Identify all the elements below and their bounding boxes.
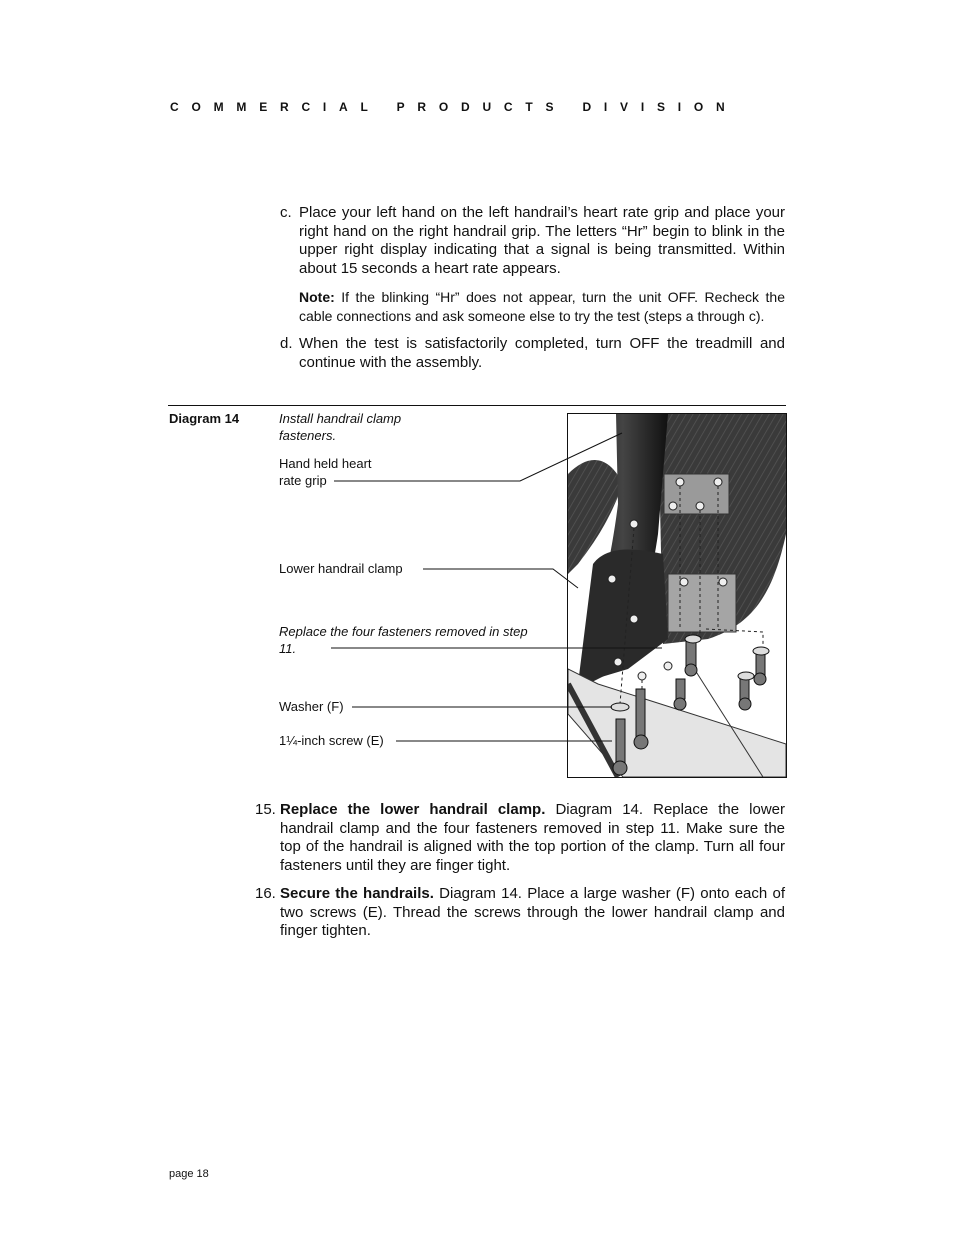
page-number: page 18 — [169, 1168, 209, 1180]
callout-heart-rate-grip: Hand held heart rate grip — [279, 456, 372, 488]
step-15-text: Diagram 14. Replace the lower handrail clamp and the four fasteners removed in step 11. Make sure the top of the handrail is aligned with the top portion of the clamp. Turn all four fasteners until they are finger tight. — [280, 801, 786, 874]
step-d-marker: d. — [280, 335, 293, 352]
step-15-title: Replace the lower handrail clamp. — [280, 801, 546, 818]
callout-screw-e: 1¼-inch screw (E) — [279, 733, 384, 748]
note-paragraph — [299, 288, 785, 325]
step-16-text: Diagram 14. Place a large washer (F) onto each of two screws (E). Thread the screws through the lower handrail clamp and finger tighten. — [280, 885, 785, 940]
step-c-marker: c. — [280, 204, 292, 221]
assembly-illustration — [567, 413, 787, 778]
step-15-number: 15. — [255, 801, 276, 818]
diagram-label: Diagram 14 — [169, 411, 240, 426]
step-16-paragraph — [280, 885, 785, 941]
step-16-title: Secure the handrails. — [280, 885, 434, 902]
callout-washer-f: Washer (F) — [279, 699, 344, 714]
note-text: If the blinking “Hr” does not appear, turn the unit OFF. Recheck the cable connections and ask someone else to try the test (steps a through c). — [299, 289, 785, 324]
callout-replace-fasteners: Replace the four fasteners removed in step 11. — [279, 624, 528, 656]
note-label: Note: — [299, 289, 335, 305]
callout-lower-handrail-clamp: Lower handrail clamp — [279, 561, 403, 576]
step-d-text: When the test is satisfactorily completed, turn OFF the treadmill and continue with the assembly. — [299, 335, 785, 371]
step-c-text: Place your left hand on the left handrail’s heart rate grip and place your right hand on the right handrail grip. The letters “Hr” begin to blink in the upper right display indicating that a signal is being transmitted. Within about 15 seconds a heart rate appears. — [299, 204, 785, 277]
step-16-number: 16. — [255, 885, 276, 902]
section-divider — [168, 405, 786, 406]
division-header: COMMERCIAL PRODUCTS DIVISION — [170, 100, 738, 114]
assembly-drawing — [568, 414, 786, 777]
callout-install-fasteners: Install handrail clamp fasteners. — [279, 411, 402, 443]
step-15-paragraph — [280, 801, 785, 875]
